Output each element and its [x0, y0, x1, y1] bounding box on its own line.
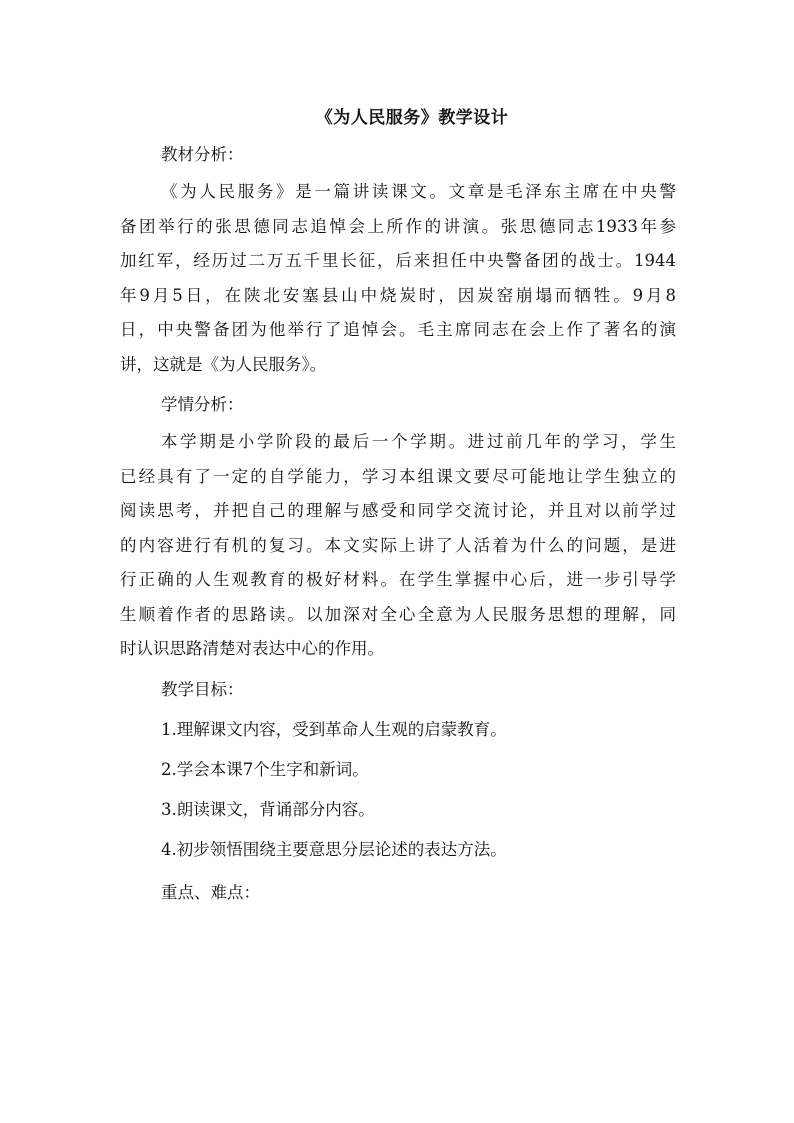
paragraph-line: 阅读思考，并把自己的理解与感受和同学交流讨论，并且对以前学过 — [120, 501, 676, 520]
goal-item: 2.学会本课7个生字和新词。 — [161, 759, 369, 779]
paragraph-line: 时认识思路清楚对表达中心的作用。 — [120, 639, 384, 658]
document-body — [120, 104, 676, 913]
document-title: 《为人民服务》教学设计 — [315, 108, 509, 128]
paragraph-line: 生顺着作者的思路读。以加深对全心全意为人民服务思想的理解，同 — [120, 604, 676, 624]
section-paragraph-textbook-analysis — [120, 175, 676, 382]
paragraph-line: 本学期是小学阶段的最后一个学期。进过前几年的学习，学生 — [161, 432, 676, 451]
paragraph-line: 的内容进行有机的复习。本文实际上讲了人活着为什么的问题，是进 — [120, 535, 676, 555]
paragraph-line: 备团举行的张思德同志追悼会上所作的讲演。张思德同志1933年参 — [120, 216, 676, 236]
goal-item: 4.初步领悟围绕主要意思分层论述的表达方法。 — [161, 839, 507, 859]
section-paragraph-student-analysis — [120, 425, 676, 667]
goal-item: 3.朗读课文，背诵部分内容。 — [161, 799, 375, 819]
paragraph-line: 年9月5日，在陕北安塞县山中烧炭时，因炭窑崩塌而牺牲。9月8 — [120, 285, 676, 305]
section-heading-student-analysis: 学情分析： — [161, 395, 244, 414]
section-heading-teaching-goals: 教学目标： — [161, 679, 244, 699]
goal-item: 1.理解课文内容，受到革命人生观的启蒙教育。 — [161, 719, 507, 739]
paragraph-line: 加红军，经历过二万五千里长征，后来担任中央警备团的战士。1944 — [120, 251, 676, 270]
section-heading-key-points: 重点、难点： — [161, 882, 260, 902]
section-heading-textbook-analysis: 教材分析： — [161, 145, 244, 164]
paragraph-line: 讲，这就是《为人民服务》。 — [120, 354, 327, 374]
paragraph-line: 行正确的人生观教育的极好材料。在学生掌握中心后，进一步引导学 — [120, 570, 676, 589]
paragraph-line: 已经具有了一定的自学能力，学习本组课文要尽可能地让学生独立的 — [120, 466, 676, 486]
paragraph-line: 日，中央警备团为他举行了追悼会。毛主席同志在会上作了著名的演 — [120, 320, 676, 339]
paragraph-line: 《为人民服务》是一篇讲读课文。文章是毛泽东主席在中央警 — [161, 182, 676, 201]
